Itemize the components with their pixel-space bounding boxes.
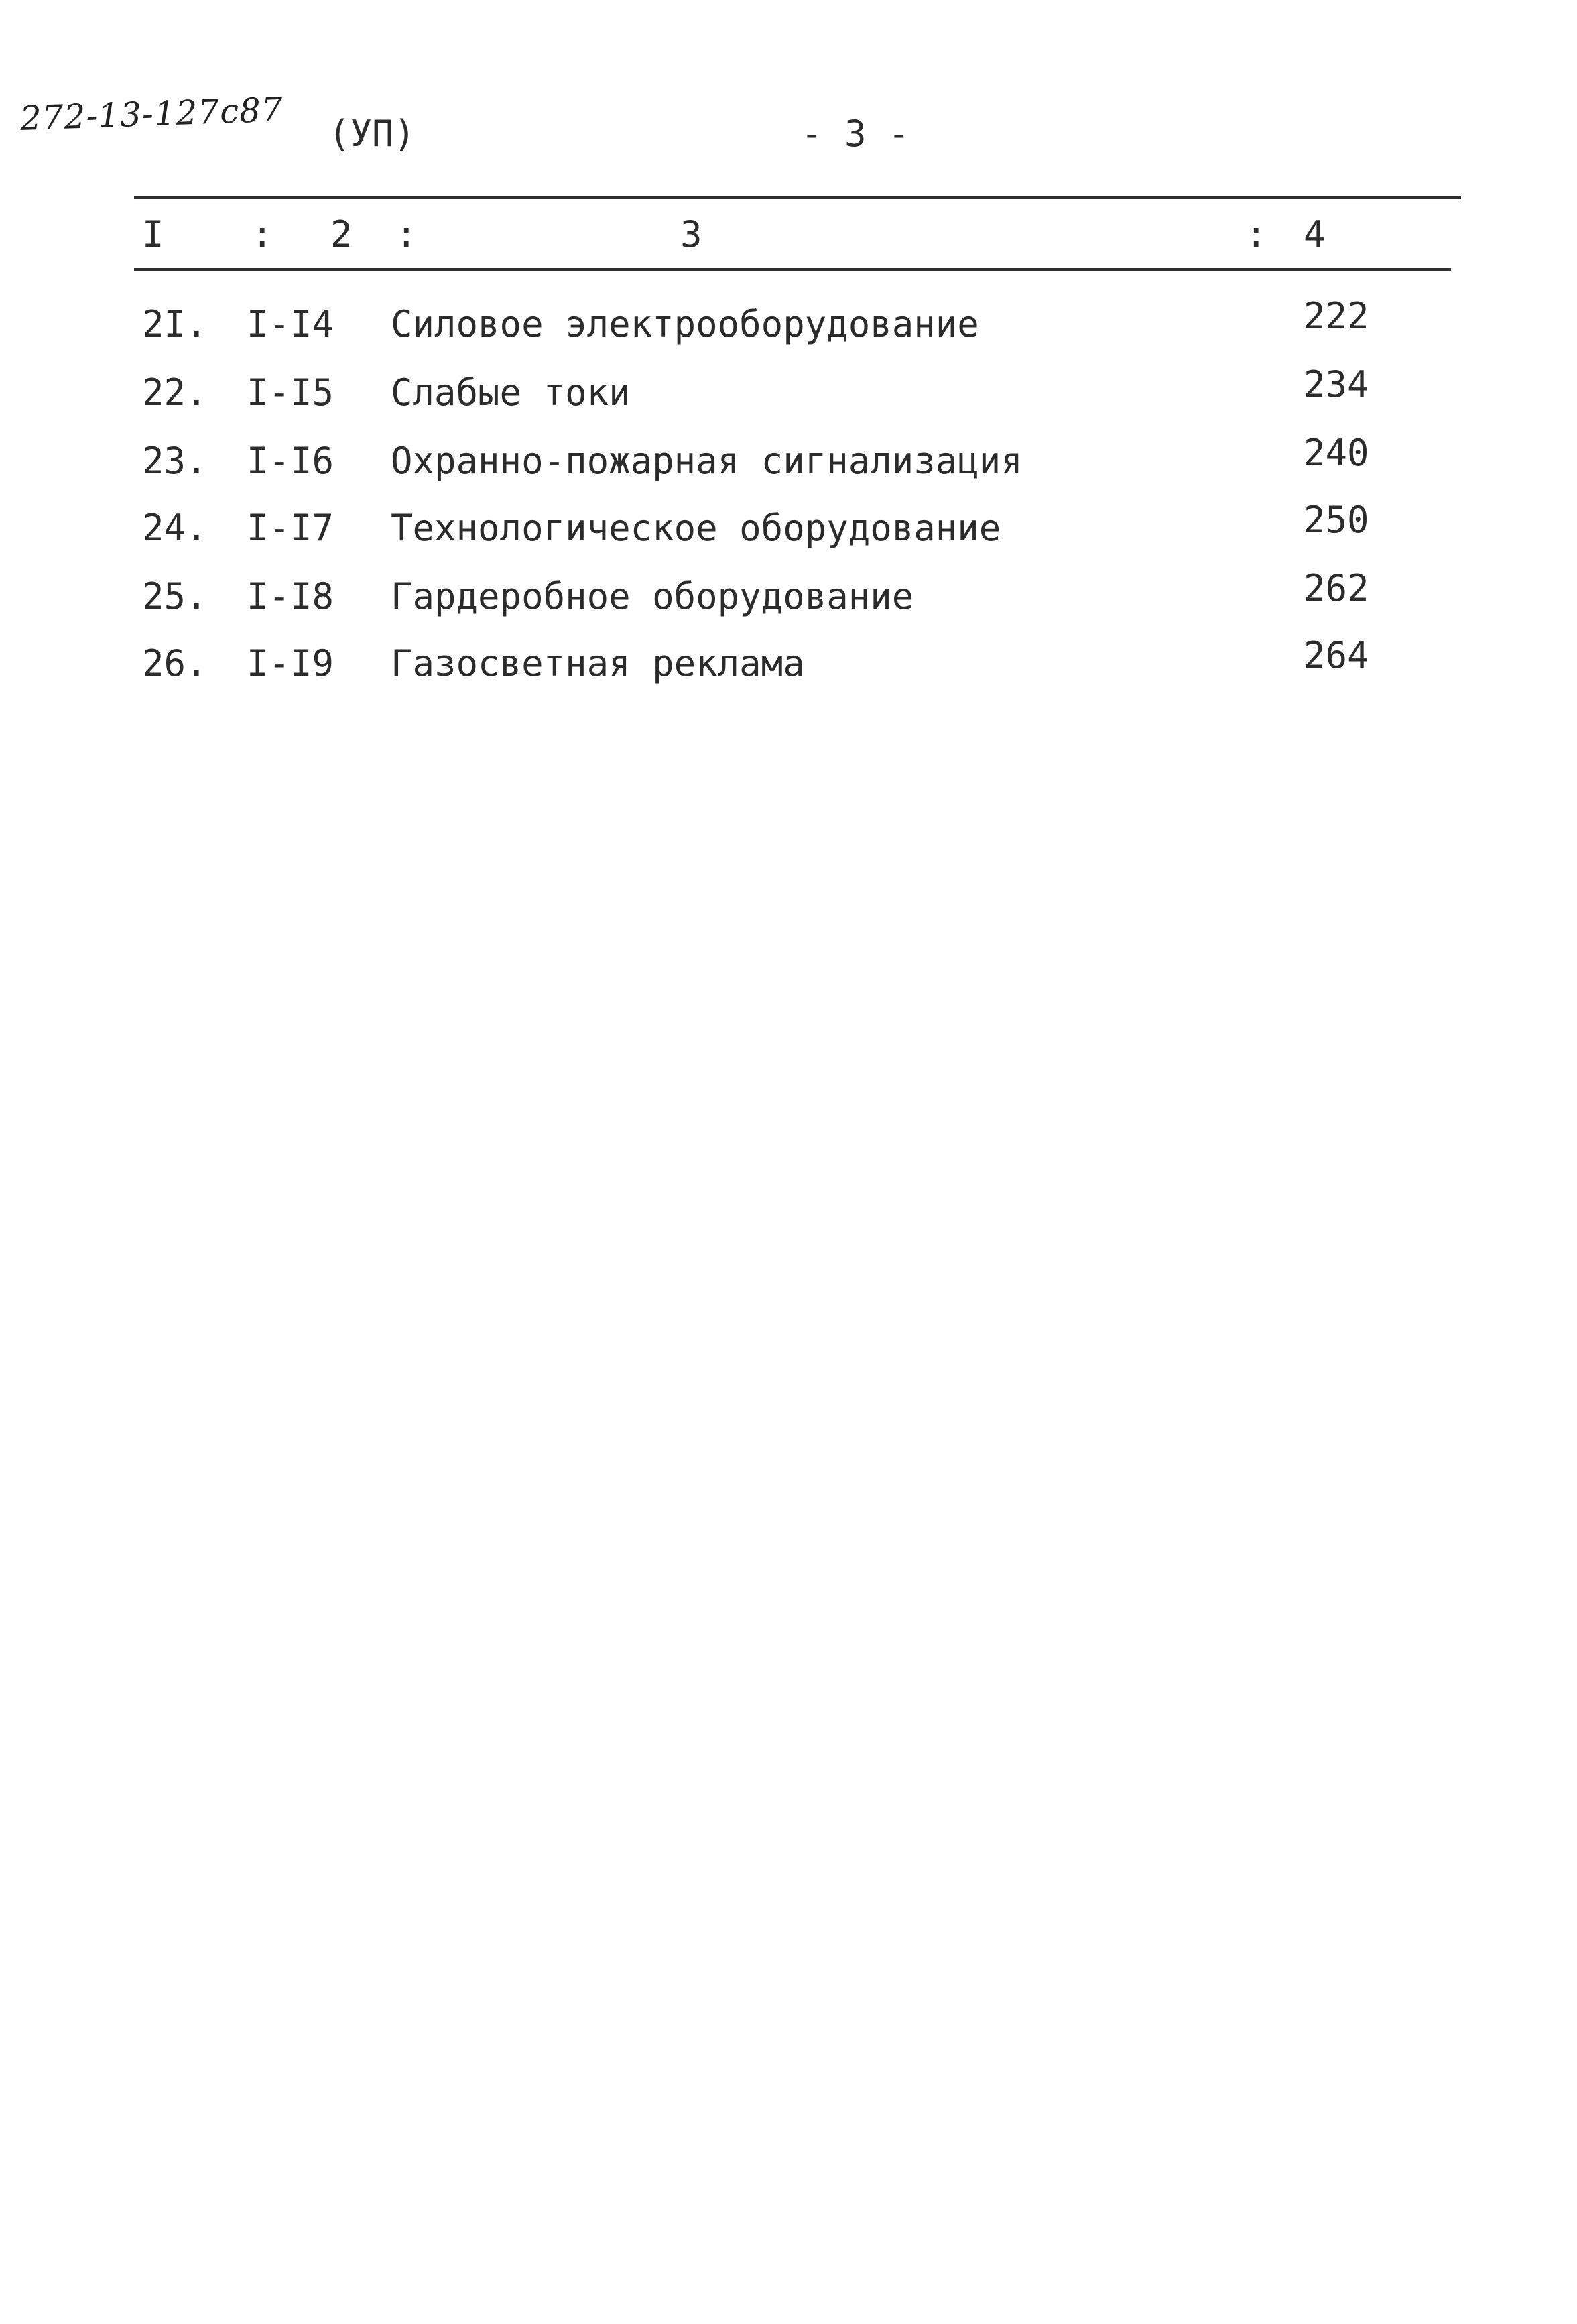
- table-row: [0, 499, 1577, 574]
- row-code: I-I6: [247, 440, 334, 482]
- page-number: - 3 -: [801, 113, 910, 155]
- row-number: 26.: [142, 642, 208, 684]
- row-page: 262: [1304, 567, 1369, 609]
- row-code: I-I7: [247, 507, 334, 549]
- column-header-4: 4: [1304, 213, 1326, 255]
- row-page: 234: [1304, 363, 1369, 406]
- column-separator: :: [395, 213, 418, 255]
- table-row: [0, 432, 1577, 507]
- row-number: 22.: [142, 371, 208, 414]
- table-row: [0, 295, 1577, 370]
- row-code: I-I5: [247, 371, 334, 414]
- column-header-2: 2: [330, 213, 353, 255]
- row-number: 2I.: [142, 303, 208, 345]
- row-title: Технологическое оборудование: [391, 507, 1001, 549]
- handwritten-document-code: 272-13-127c87: [19, 90, 284, 138]
- row-number: 25.: [142, 575, 208, 617]
- row-page: 222: [1304, 295, 1369, 337]
- row-page: 240: [1304, 432, 1369, 474]
- table-row: [0, 363, 1577, 438]
- row-number: 24.: [142, 507, 208, 549]
- row-number: 23.: [142, 440, 208, 482]
- table-header-rule: [134, 268, 1451, 271]
- column-header-3: 3: [680, 213, 702, 255]
- column-separator: :: [251, 213, 273, 255]
- row-title: Гардеробное оборудование: [391, 575, 914, 617]
- row-page: 264: [1304, 634, 1369, 676]
- row-code: I-I4: [247, 303, 334, 345]
- table-row: [0, 634, 1577, 709]
- column-separator: :: [1245, 213, 1267, 255]
- table-top-rule: [134, 196, 1461, 199]
- row-page: 250: [1304, 499, 1369, 541]
- row-code: I-I8: [247, 575, 334, 617]
- table-row: [0, 567, 1577, 642]
- column-header-1: I: [142, 213, 164, 255]
- row-title: Газосветная реклама: [391, 642, 805, 684]
- row-title: Слабые токи: [391, 371, 631, 414]
- row-title: Силовое электрооборудование: [391, 303, 979, 345]
- document-mark: (УП): [328, 113, 416, 155]
- row-title: Охранно-пожарная сигнализация: [391, 440, 1023, 482]
- row-code: I-I9: [247, 642, 334, 684]
